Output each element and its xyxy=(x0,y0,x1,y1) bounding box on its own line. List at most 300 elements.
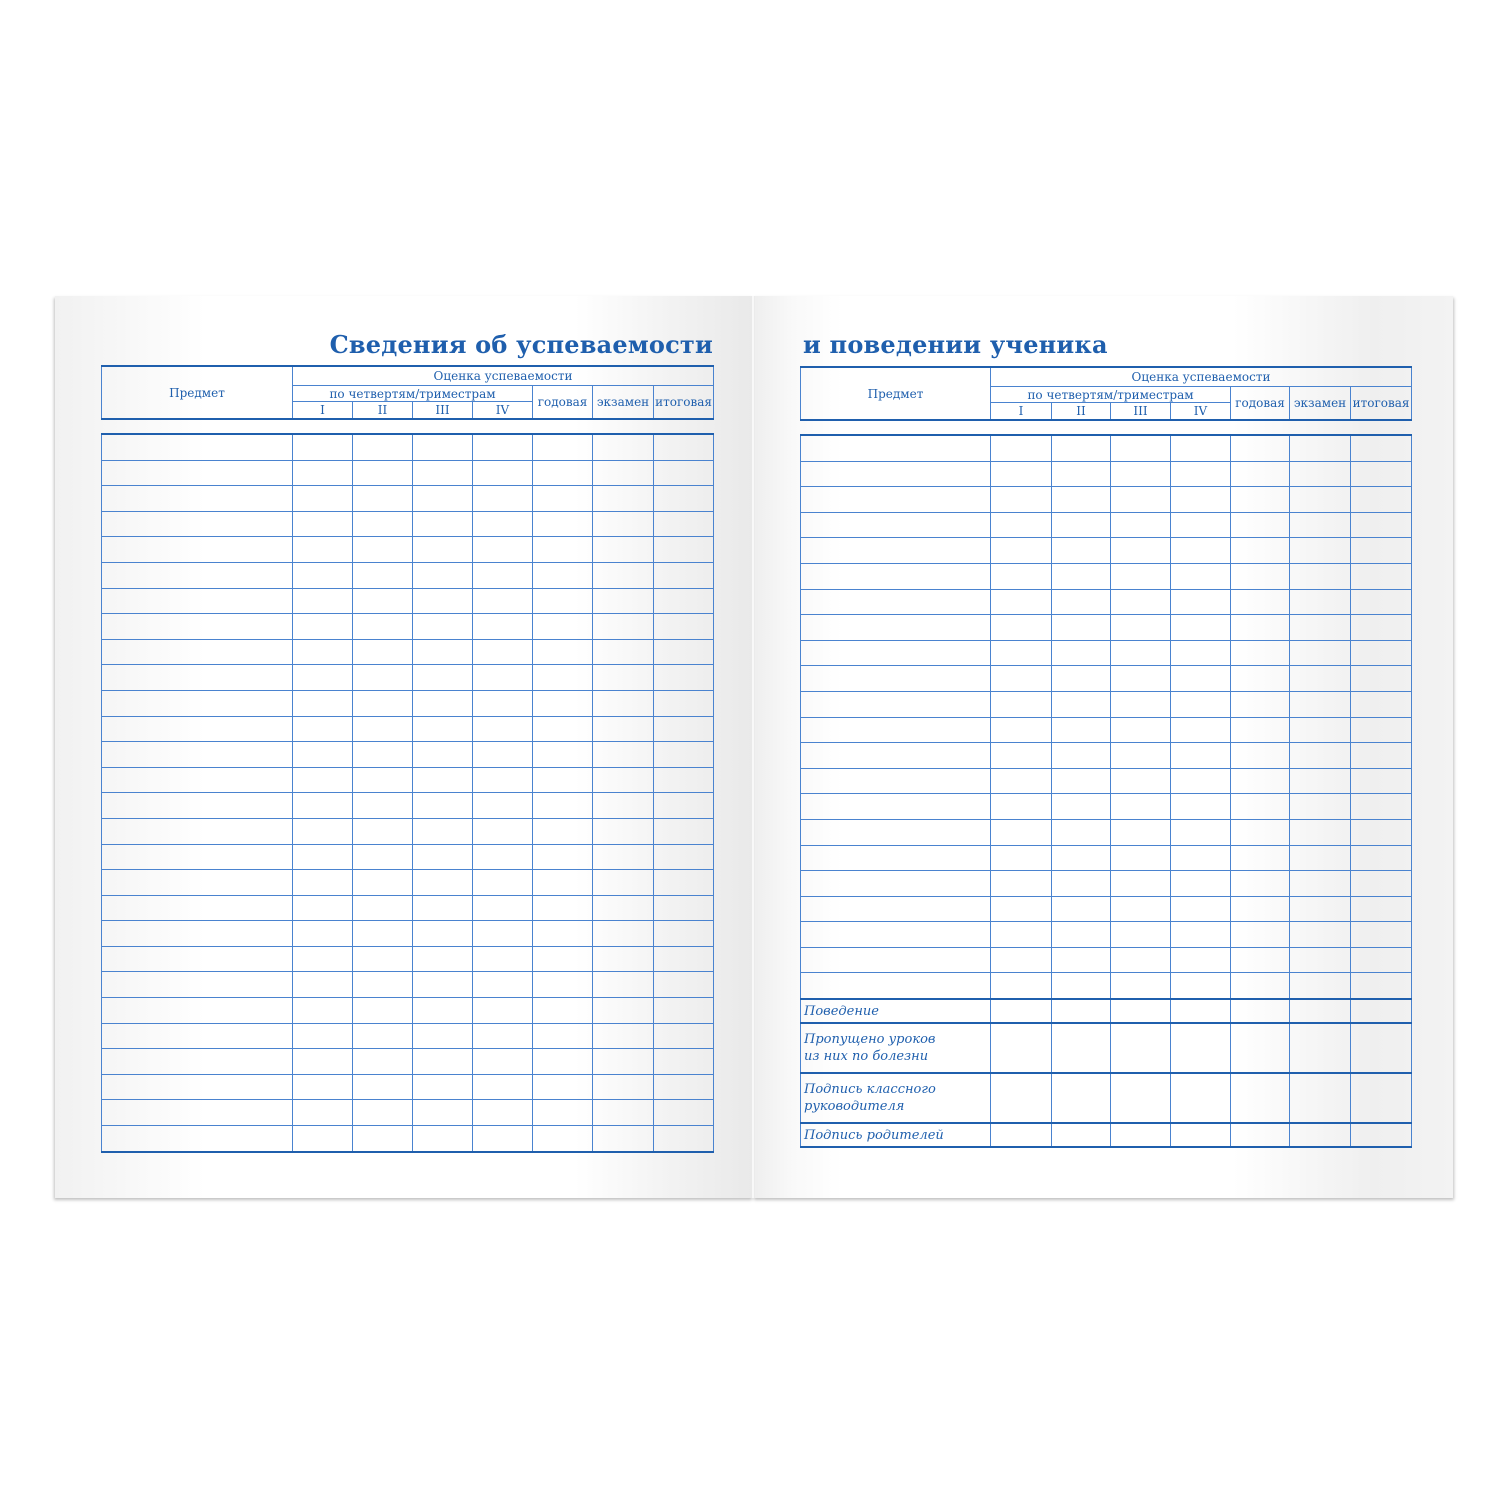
grade-cell[interactable] xyxy=(1231,487,1290,513)
grade-cell[interactable] xyxy=(413,690,473,716)
grade-cell[interactable] xyxy=(1171,538,1231,564)
subject-cell[interactable] xyxy=(801,768,991,794)
grade-cell[interactable] xyxy=(593,1074,654,1100)
footer-value-cell[interactable] xyxy=(1231,1023,1290,1073)
footer-value-cell[interactable] xyxy=(991,1023,1052,1073)
grade-cell[interactable] xyxy=(413,818,473,844)
grade-cell[interactable] xyxy=(473,614,533,640)
grade-cell[interactable] xyxy=(1052,666,1111,692)
grade-cell[interactable] xyxy=(1111,947,1171,973)
footer-value-cell[interactable] xyxy=(1052,1023,1111,1073)
grade-cell[interactable] xyxy=(1111,845,1171,871)
grade-cell[interactable] xyxy=(413,588,473,614)
grade-row[interactable] xyxy=(102,921,714,947)
grade-cell[interactable] xyxy=(1111,973,1171,999)
grade-cell[interactable] xyxy=(1171,512,1231,538)
grade-cell[interactable] xyxy=(593,742,654,768)
grade-cell[interactable] xyxy=(1351,538,1412,564)
grade-cell[interactable] xyxy=(1231,435,1290,461)
grade-cell[interactable] xyxy=(473,1049,533,1075)
grade-cell[interactable] xyxy=(1231,973,1290,999)
grade-cell[interactable] xyxy=(413,639,473,665)
subject-cell[interactable] xyxy=(801,640,991,666)
grade-cell[interactable] xyxy=(473,486,533,512)
grade-cell[interactable] xyxy=(1231,871,1290,897)
grade-cell[interactable] xyxy=(1351,589,1412,615)
grade-cell[interactable] xyxy=(353,767,413,793)
footer-value-cell[interactable] xyxy=(1111,1123,1171,1147)
grade-cell[interactable] xyxy=(1111,589,1171,615)
grade-row[interactable] xyxy=(102,511,714,537)
grade-cell[interactable] xyxy=(413,946,473,972)
footer-value-cell[interactable] xyxy=(1171,999,1231,1023)
grade-cell[interactable] xyxy=(1231,768,1290,794)
grade-cell[interactable] xyxy=(1231,512,1290,538)
grade-cell[interactable] xyxy=(353,460,413,486)
grade-cell[interactable] xyxy=(991,922,1052,948)
grade-cell[interactable] xyxy=(413,895,473,921)
grade-cell[interactable] xyxy=(1290,947,1351,973)
footer-value-cell[interactable] xyxy=(1231,1123,1290,1147)
grade-cell[interactable] xyxy=(1052,615,1111,641)
grade-cell[interactable] xyxy=(593,1100,654,1126)
subject-cell[interactable] xyxy=(801,871,991,897)
grade-cell[interactable] xyxy=(533,690,593,716)
grade-cell[interactable] xyxy=(293,434,353,460)
grade-cell[interactable] xyxy=(353,946,413,972)
subject-cell[interactable] xyxy=(102,1074,293,1100)
grade-cell[interactable] xyxy=(1171,666,1231,692)
grade-cell[interactable] xyxy=(1111,691,1171,717)
grade-cell[interactable] xyxy=(654,895,714,921)
grade-cell[interactable] xyxy=(413,716,473,742)
subject-cell[interactable] xyxy=(102,665,293,691)
grade-cell[interactable] xyxy=(533,946,593,972)
grade-row[interactable] xyxy=(102,793,714,819)
grade-cell[interactable] xyxy=(1171,589,1231,615)
grade-cell[interactable] xyxy=(1351,743,1412,769)
grade-cell[interactable] xyxy=(1052,691,1111,717)
grade-cell[interactable] xyxy=(991,973,1052,999)
grade-cell[interactable] xyxy=(991,435,1052,461)
footer-value-cell[interactable] xyxy=(1290,1123,1351,1147)
grade-cell[interactable] xyxy=(991,461,1052,487)
subject-cell[interactable] xyxy=(801,563,991,589)
grade-row[interactable] xyxy=(102,972,714,998)
grade-cell[interactable] xyxy=(533,562,593,588)
grade-row[interactable] xyxy=(801,922,1412,948)
subject-cell[interactable] xyxy=(102,562,293,588)
grade-cell[interactable] xyxy=(654,614,714,640)
footer-value-cell[interactable] xyxy=(1351,999,1412,1023)
grade-cell[interactable] xyxy=(991,589,1052,615)
grade-cell[interactable] xyxy=(654,562,714,588)
grade-cell[interactable] xyxy=(1171,691,1231,717)
grade-cell[interactable] xyxy=(293,639,353,665)
subject-cell[interactable] xyxy=(801,666,991,692)
grade-cell[interactable] xyxy=(654,1074,714,1100)
grade-cell[interactable] xyxy=(654,511,714,537)
grade-cell[interactable] xyxy=(473,1074,533,1100)
grade-row[interactable] xyxy=(102,870,714,896)
subject-cell[interactable] xyxy=(102,486,293,512)
grade-row[interactable] xyxy=(102,946,714,972)
grade-cell[interactable] xyxy=(413,460,473,486)
grade-row[interactable] xyxy=(102,844,714,870)
grade-cell[interactable] xyxy=(1351,922,1412,948)
grade-row[interactable] xyxy=(102,998,714,1024)
grade-cell[interactable] xyxy=(293,486,353,512)
grade-cell[interactable] xyxy=(1111,819,1171,845)
grade-cell[interactable] xyxy=(1351,563,1412,589)
grade-cell[interactable] xyxy=(1111,512,1171,538)
grade-cell[interactable] xyxy=(533,716,593,742)
grade-cell[interactable] xyxy=(1231,717,1290,743)
footer-value-cell[interactable] xyxy=(1351,1023,1412,1073)
grade-cell[interactable] xyxy=(654,818,714,844)
grade-row[interactable] xyxy=(801,538,1412,564)
grade-cell[interactable] xyxy=(473,870,533,896)
grade-row[interactable] xyxy=(102,742,714,768)
grade-cell[interactable] xyxy=(654,742,714,768)
subject-cell[interactable] xyxy=(102,818,293,844)
grade-cell[interactable] xyxy=(991,794,1052,820)
grade-cell[interactable] xyxy=(1351,615,1412,641)
grade-cell[interactable] xyxy=(533,767,593,793)
grade-cell[interactable] xyxy=(413,921,473,947)
grade-row[interactable] xyxy=(102,1126,714,1152)
footer-value-cell[interactable] xyxy=(1111,1023,1171,1073)
subject-cell[interactable] xyxy=(801,819,991,845)
grade-row[interactable] xyxy=(102,486,714,512)
grade-cell[interactable] xyxy=(593,588,654,614)
grade-cell[interactable] xyxy=(353,434,413,460)
grade-cell[interactable] xyxy=(473,460,533,486)
grade-cell[interactable] xyxy=(1231,845,1290,871)
grade-cell[interactable] xyxy=(413,1126,473,1152)
grade-cell[interactable] xyxy=(1231,538,1290,564)
grade-cell[interactable] xyxy=(991,871,1052,897)
grade-cell[interactable] xyxy=(1351,691,1412,717)
grade-cell[interactable] xyxy=(654,1023,714,1049)
grade-cell[interactable] xyxy=(533,460,593,486)
grade-cell[interactable] xyxy=(293,665,353,691)
subject-cell[interactable] xyxy=(102,1049,293,1075)
grade-cell[interactable] xyxy=(1171,819,1231,845)
grade-cell[interactable] xyxy=(1351,896,1412,922)
grade-cell[interactable] xyxy=(1231,615,1290,641)
grade-cell[interactable] xyxy=(593,921,654,947)
grade-cell[interactable] xyxy=(353,1100,413,1126)
grade-cell[interactable] xyxy=(293,562,353,588)
grade-cell[interactable] xyxy=(293,1126,353,1152)
grade-row[interactable] xyxy=(102,639,714,665)
grade-cell[interactable] xyxy=(533,1100,593,1126)
grade-row[interactable] xyxy=(801,615,1412,641)
grade-cell[interactable] xyxy=(1290,563,1351,589)
grade-row[interactable] xyxy=(801,947,1412,973)
grade-cell[interactable] xyxy=(1231,666,1290,692)
grade-cell[interactable] xyxy=(473,716,533,742)
grade-cell[interactable] xyxy=(533,1074,593,1100)
subject-cell[interactable] xyxy=(102,870,293,896)
grade-cell[interactable] xyxy=(1290,743,1351,769)
grade-cell[interactable] xyxy=(1290,871,1351,897)
grade-cell[interactable] xyxy=(533,614,593,640)
grade-cell[interactable] xyxy=(1231,691,1290,717)
footer-value-cell[interactable] xyxy=(1351,1073,1412,1123)
grade-cell[interactable] xyxy=(353,844,413,870)
grade-cell[interactable] xyxy=(1111,768,1171,794)
grade-cell[interactable] xyxy=(1290,589,1351,615)
grade-cell[interactable] xyxy=(473,1100,533,1126)
grade-cell[interactable] xyxy=(593,870,654,896)
grade-cell[interactable] xyxy=(473,742,533,768)
grade-cell[interactable] xyxy=(293,614,353,640)
grade-cell[interactable] xyxy=(413,486,473,512)
grade-cell[interactable] xyxy=(1171,794,1231,820)
subject-cell[interactable] xyxy=(102,793,293,819)
grade-cell[interactable] xyxy=(1290,922,1351,948)
grade-cell[interactable] xyxy=(533,818,593,844)
grade-cell[interactable] xyxy=(353,588,413,614)
footer-value-cell[interactable] xyxy=(1290,1023,1351,1073)
grade-cell[interactable] xyxy=(413,665,473,691)
grade-cell[interactable] xyxy=(1052,768,1111,794)
grade-cell[interactable] xyxy=(593,537,654,563)
grade-cell[interactable] xyxy=(991,640,1052,666)
grade-cell[interactable] xyxy=(533,1049,593,1075)
grade-cell[interactable] xyxy=(1351,640,1412,666)
grade-row[interactable] xyxy=(102,614,714,640)
grade-row[interactable] xyxy=(102,690,714,716)
grade-cell[interactable] xyxy=(413,767,473,793)
grade-cell[interactable] xyxy=(1052,461,1111,487)
grade-cell[interactable] xyxy=(1290,640,1351,666)
grade-cell[interactable] xyxy=(533,921,593,947)
grade-cell[interactable] xyxy=(991,743,1052,769)
grade-cell[interactable] xyxy=(413,870,473,896)
grade-cell[interactable] xyxy=(1171,487,1231,513)
grade-cell[interactable] xyxy=(1052,845,1111,871)
grade-cell[interactable] xyxy=(473,537,533,563)
grade-cell[interactable] xyxy=(593,639,654,665)
grade-cell[interactable] xyxy=(654,921,714,947)
grade-cell[interactable] xyxy=(593,818,654,844)
grade-cell[interactable] xyxy=(533,639,593,665)
grade-cell[interactable] xyxy=(1052,973,1111,999)
subject-cell[interactable] xyxy=(801,615,991,641)
grade-cell[interactable] xyxy=(1111,896,1171,922)
grade-row[interactable] xyxy=(801,666,1412,692)
grade-cell[interactable] xyxy=(1351,819,1412,845)
grade-cell[interactable] xyxy=(1111,435,1171,461)
grade-cell[interactable] xyxy=(1052,512,1111,538)
grade-cell[interactable] xyxy=(593,998,654,1024)
grade-cell[interactable] xyxy=(413,793,473,819)
grade-cell[interactable] xyxy=(1351,768,1412,794)
grade-cell[interactable] xyxy=(1351,973,1412,999)
grade-cell[interactable] xyxy=(533,793,593,819)
grade-cell[interactable] xyxy=(413,1100,473,1126)
grade-cell[interactable] xyxy=(473,511,533,537)
grade-cell[interactable] xyxy=(353,537,413,563)
subject-cell[interactable] xyxy=(102,639,293,665)
grade-cell[interactable] xyxy=(1171,640,1231,666)
grade-cell[interactable] xyxy=(293,895,353,921)
grade-cell[interactable] xyxy=(533,742,593,768)
grade-row[interactable] xyxy=(102,588,714,614)
grade-cell[interactable] xyxy=(593,844,654,870)
grade-cell[interactable] xyxy=(473,1023,533,1049)
grade-cell[interactable] xyxy=(654,767,714,793)
grade-cell[interactable] xyxy=(1171,922,1231,948)
subject-cell[interactable] xyxy=(801,973,991,999)
grade-cell[interactable] xyxy=(413,844,473,870)
grade-row[interactable] xyxy=(102,537,714,563)
footer-value-cell[interactable] xyxy=(1052,1123,1111,1147)
grade-cell[interactable] xyxy=(293,767,353,793)
grade-cell[interactable] xyxy=(991,768,1052,794)
subject-cell[interactable] xyxy=(102,716,293,742)
subject-cell[interactable] xyxy=(801,435,991,461)
grade-cell[interactable] xyxy=(654,537,714,563)
subject-cell[interactable] xyxy=(801,461,991,487)
grade-row[interactable] xyxy=(102,767,714,793)
grade-cell[interactable] xyxy=(1351,435,1412,461)
grade-cell[interactable] xyxy=(1290,461,1351,487)
footer-value-cell[interactable] xyxy=(991,1123,1052,1147)
grade-cell[interactable] xyxy=(413,998,473,1024)
subject-cell[interactable] xyxy=(102,998,293,1024)
subject-cell[interactable] xyxy=(102,742,293,768)
subject-cell[interactable] xyxy=(102,614,293,640)
grade-cell[interactable] xyxy=(991,666,1052,692)
grade-cell[interactable] xyxy=(473,639,533,665)
footer-value-cell[interactable] xyxy=(1290,1073,1351,1123)
grade-cell[interactable] xyxy=(1290,666,1351,692)
grade-cell[interactable] xyxy=(1052,487,1111,513)
grade-cell[interactable] xyxy=(353,921,413,947)
grade-cell[interactable] xyxy=(1290,794,1351,820)
grade-cell[interactable] xyxy=(1171,717,1231,743)
subject-cell[interactable] xyxy=(102,1100,293,1126)
grade-cell[interactable] xyxy=(654,1049,714,1075)
grade-row[interactable] xyxy=(801,640,1412,666)
grade-cell[interactable] xyxy=(353,1049,413,1075)
grade-cell[interactable] xyxy=(1231,947,1290,973)
subject-cell[interactable] xyxy=(102,972,293,998)
grade-cell[interactable] xyxy=(1052,922,1111,948)
grade-cell[interactable] xyxy=(1351,794,1412,820)
grade-cell[interactable] xyxy=(1052,819,1111,845)
grade-row[interactable] xyxy=(801,794,1412,820)
grade-cell[interactable] xyxy=(293,1049,353,1075)
grade-cell[interactable] xyxy=(1052,563,1111,589)
grade-cell[interactable] xyxy=(533,1126,593,1152)
grade-cell[interactable] xyxy=(1171,896,1231,922)
grade-cell[interactable] xyxy=(353,690,413,716)
grade-cell[interactable] xyxy=(1171,461,1231,487)
grade-row[interactable] xyxy=(102,434,714,460)
grade-row[interactable] xyxy=(801,819,1412,845)
grade-cell[interactable] xyxy=(1290,538,1351,564)
grade-cell[interactable] xyxy=(1290,896,1351,922)
footer-value-cell[interactable] xyxy=(991,999,1052,1023)
grade-cell[interactable] xyxy=(293,1074,353,1100)
grade-cell[interactable] xyxy=(353,998,413,1024)
subject-cell[interactable] xyxy=(801,743,991,769)
grade-cell[interactable] xyxy=(1052,717,1111,743)
grade-cell[interactable] xyxy=(473,562,533,588)
grade-cell[interactable] xyxy=(413,434,473,460)
grade-cell[interactable] xyxy=(1290,487,1351,513)
grade-cell[interactable] xyxy=(1171,563,1231,589)
grade-cell[interactable] xyxy=(1171,973,1231,999)
grade-cell[interactable] xyxy=(654,639,714,665)
grade-cell[interactable] xyxy=(593,690,654,716)
grade-cell[interactable] xyxy=(1290,768,1351,794)
grade-cell[interactable] xyxy=(991,563,1052,589)
grade-cell[interactable] xyxy=(991,615,1052,641)
grade-cell[interactable] xyxy=(593,1023,654,1049)
grade-cell[interactable] xyxy=(1111,538,1171,564)
grade-cell[interactable] xyxy=(1231,589,1290,615)
subject-cell[interactable] xyxy=(801,487,991,513)
grade-row[interactable] xyxy=(102,716,714,742)
subject-cell[interactable] xyxy=(102,767,293,793)
grade-cell[interactable] xyxy=(1171,871,1231,897)
grade-cell[interactable] xyxy=(293,690,353,716)
grade-cell[interactable] xyxy=(1231,563,1290,589)
grade-cell[interactable] xyxy=(654,1126,714,1152)
grade-cell[interactable] xyxy=(1052,435,1111,461)
footer-value-cell[interactable] xyxy=(991,1073,1052,1123)
grade-cell[interactable] xyxy=(1290,973,1351,999)
subject-cell[interactable] xyxy=(801,794,991,820)
grade-cell[interactable] xyxy=(533,537,593,563)
footer-value-cell[interactable] xyxy=(1052,999,1111,1023)
grade-cell[interactable] xyxy=(353,511,413,537)
grade-cell[interactable] xyxy=(1231,794,1290,820)
grade-cell[interactable] xyxy=(1351,461,1412,487)
grade-cell[interactable] xyxy=(593,1049,654,1075)
grade-row[interactable] xyxy=(102,460,714,486)
grade-cell[interactable] xyxy=(991,691,1052,717)
subject-cell[interactable] xyxy=(102,946,293,972)
grade-cell[interactable] xyxy=(654,793,714,819)
grade-cell[interactable] xyxy=(1351,487,1412,513)
grade-cell[interactable] xyxy=(1351,845,1412,871)
subject-cell[interactable] xyxy=(801,691,991,717)
grade-cell[interactable] xyxy=(413,972,473,998)
grade-cell[interactable] xyxy=(1290,512,1351,538)
grade-row[interactable] xyxy=(102,818,714,844)
grade-cell[interactable] xyxy=(293,818,353,844)
grade-cell[interactable] xyxy=(1351,871,1412,897)
subject-cell[interactable] xyxy=(102,1023,293,1049)
grade-cell[interactable] xyxy=(473,921,533,947)
grade-cell[interactable] xyxy=(654,434,714,460)
grade-cell[interactable] xyxy=(353,562,413,588)
grade-cell[interactable] xyxy=(1171,768,1231,794)
subject-cell[interactable] xyxy=(102,895,293,921)
grade-cell[interactable] xyxy=(473,588,533,614)
grade-row[interactable] xyxy=(801,871,1412,897)
footer-value-cell[interactable] xyxy=(1351,1123,1412,1147)
grade-cell[interactable] xyxy=(654,588,714,614)
grade-cell[interactable] xyxy=(293,1100,353,1126)
